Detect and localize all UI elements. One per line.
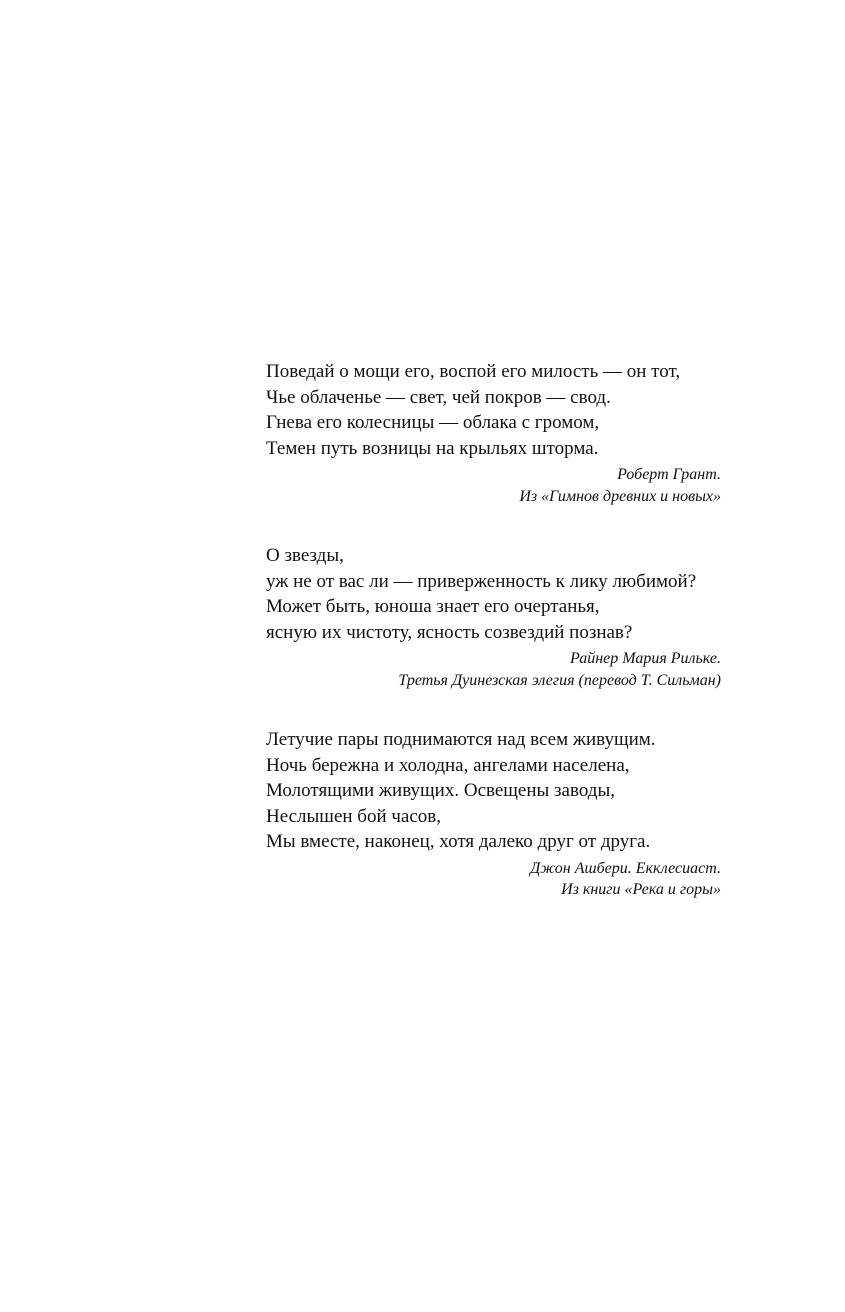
- verse-line: Гнева его колесницы — облака с громом,: [266, 412, 600, 433]
- epigraph-grant: [266, 359, 721, 507]
- epigraph-ashbery: [266, 727, 721, 901]
- verse-line: Молотящими живущих. Освещены заводы,: [266, 780, 615, 801]
- attribution: [266, 464, 721, 507]
- epigraph-section: [266, 359, 721, 901]
- verse-line: Темен путь возницы на крыльях шторма.: [266, 437, 599, 459]
- verse: [266, 543, 721, 645]
- verse-line: Летучие пары поднимаются над всем живущим.: [266, 729, 656, 750]
- verse-line: О звезды,: [266, 545, 344, 566]
- verse-line: Ночь бережна и холодна, ангелами населена,: [266, 754, 630, 776]
- verse-line: Может быть, юноша знает его очертанья,: [266, 596, 600, 617]
- verse: [266, 727, 721, 855]
- verse: [266, 359, 721, 461]
- attribution-source: Из книги «Река и горы»: [561, 881, 721, 898]
- attribution-author: Джон Ашбери. Екклесиаст.: [530, 859, 721, 877]
- verse-line: Мы вместе, наконец, хотя далеко друг от друга.: [266, 831, 651, 852]
- attribution-source: Из «Гимнов древних и новых»: [519, 487, 721, 505]
- attribution-source: Третья Дуинезская элегия (перевод Т. Сильман): [398, 671, 721, 689]
- epigraph-rilke: [266, 543, 721, 691]
- verse-line: ясную их чистоту, ясность созвездий познав?: [266, 621, 633, 643]
- attribution-author: Роберт Грант.: [617, 466, 721, 483]
- verse-line: Чье облаченье — свет, чей покров — свод.: [266, 386, 611, 408]
- verse-line: уж не от вас ли — приверженность к лику любимой?: [266, 570, 697, 592]
- attribution: [266, 648, 721, 691]
- verse-line: Неслышен бой часов,: [266, 805, 442, 827]
- attribution: [266, 858, 721, 901]
- verse-line: Поведай о мощи его, воспой его милость — он тот,: [266, 361, 681, 382]
- attribution-author: Райнер Мария Рильке.: [570, 650, 721, 667]
